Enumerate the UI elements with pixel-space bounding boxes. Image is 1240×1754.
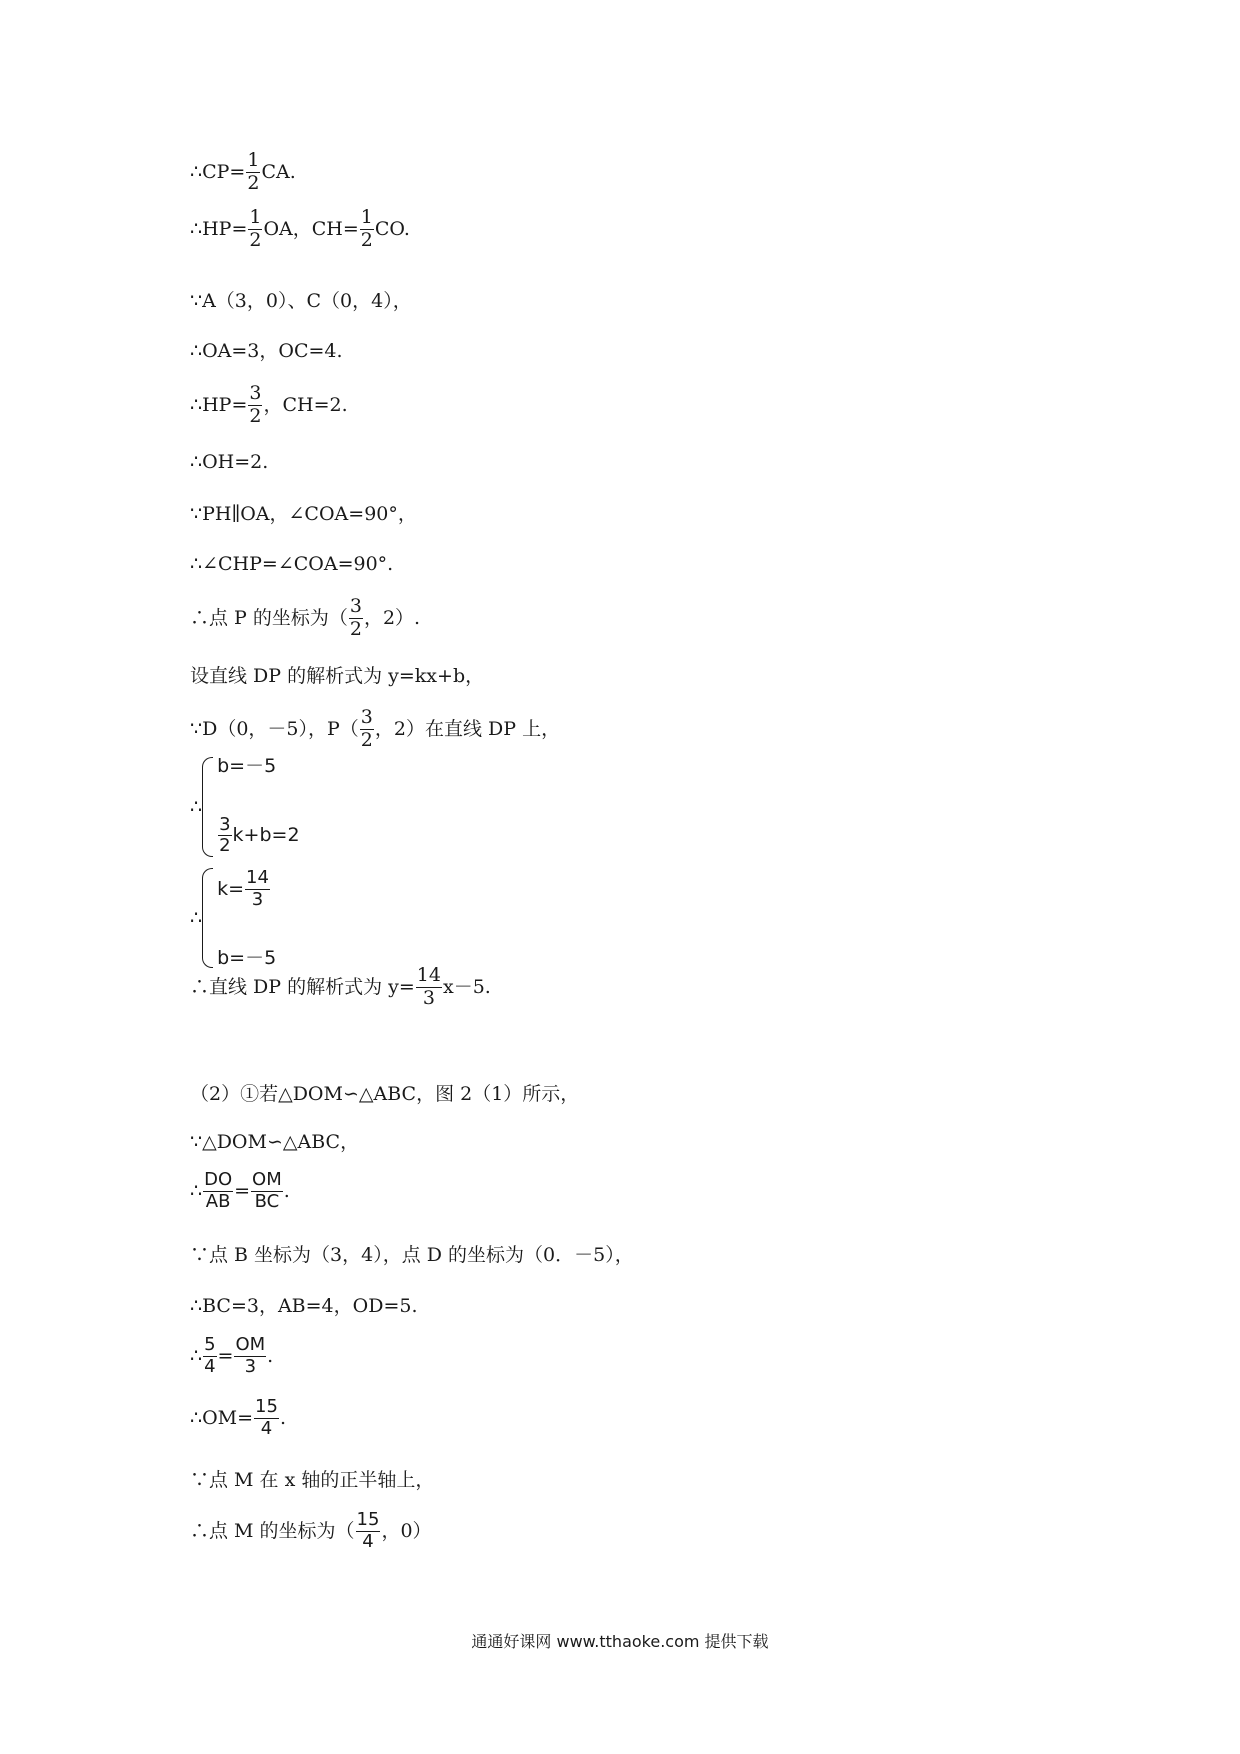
equation-system-1: ∴ b=－5 $\frac{3}{2}$ k+b=2 — [190, 755, 300, 857]
line-p-coords: ∴点 P 的坐标为（ $\frac{3}{2}$ ，2）. — [190, 595, 421, 640]
line-m-axis: ∵点 M 在 x 轴的正半轴上， — [190, 1469, 435, 1491]
line-angle: ∴∠CHP=∠COA=90°. — [190, 553, 394, 575]
line-d-p-on-dp: ∵D（0，－5），P（ $\frac{3}{2}$ ，2）在直线 DP 上， — [190, 706, 561, 751]
line-dp-result: ∴直线 DP 的解析式为 y= $\frac{14}{3}$ x－5. — [190, 964, 491, 1009]
page-footer: 通通好课网 www.tthaoke.com 提供下载 — [471, 1632, 769, 1651]
fraction: $\frac{1}{2}$ — [249, 206, 262, 251]
line-ratio: ∴ $\frac{DO}{AB}$ = $\frac{OM}{BC}$ . — [190, 1169, 290, 1212]
line-oa-oc: ∴OA=3，OC=4. — [190, 340, 343, 362]
equation-system-2: ∴ k= $\frac{14}{3}$ b=－5 — [190, 867, 277, 969]
fraction: $\frac{3}{2}$ — [360, 706, 373, 751]
brace-icon — [202, 757, 213, 857]
fraction: $\frac{3}{2}$ — [249, 382, 262, 427]
line-part2-case1: （2）①若△DOM∽△ABC，图 2（1）所示， — [190, 1083, 580, 1105]
fraction: $\frac{5}{4}$ — [204, 1334, 216, 1377]
fraction: $\frac{14}{3}$ — [416, 964, 441, 1009]
fraction: $\frac{DO}{AB}$ — [204, 1169, 233, 1212]
fraction: $\frac{1}{2}$ — [247, 149, 260, 194]
line-lengths: ∴BC=3，AB=4，OD=5. — [190, 1295, 418, 1317]
fraction: $\frac{15}{4}$ — [255, 1396, 278, 1439]
line-m-coords: ∴点 M 的坐标为（ $\frac{15}{4}$ ，0） — [190, 1509, 432, 1552]
fraction: $\frac{15}{4}$ — [356, 1509, 380, 1552]
fraction: $\frac{14}{3}$ — [246, 867, 269, 910]
line-set-dp: 设直线 DP 的解析式为 y=kx+b， — [190, 665, 485, 687]
line-om: ∴OM= $\frac{15}{4}$ . — [190, 1396, 286, 1439]
fraction: $\frac{3}{2}$ — [349, 595, 362, 640]
brace-icon — [202, 868, 213, 968]
line-hp-value: ∴HP= $\frac{3}{2}$ ，CH=2. — [190, 382, 348, 427]
fraction: $\frac{OM}{BC}$ — [252, 1169, 282, 1212]
fraction: $\frac{1}{2}$ — [360, 206, 373, 251]
line-parallel: ∵PH∥OA，∠COA=90°， — [190, 503, 417, 525]
line-ratio-values: ∴ $\frac{5}{4}$ = $\frac{OM}{3}$ . — [190, 1334, 274, 1377]
line-cp: ∴CP= $\frac{1}{2}$ CA. — [190, 149, 296, 194]
line-similar: ∵△DOM∽△ABC， — [190, 1131, 360, 1153]
fraction: $\frac{OM}{3}$ — [235, 1334, 266, 1377]
line-ac-coords: ∵A（3，0）、C（0，4）， — [190, 290, 412, 312]
line-oh: ∴OH=2. — [190, 451, 269, 473]
line-hp-ch: ∴HP= $\frac{1}{2}$ OA，CH= $\frac{1}{2}$ CO. — [190, 206, 410, 251]
fraction: $\frac{3}{2}$ — [219, 813, 231, 857]
line-bd-coords: ∵点 B 坐标为（3，4），点 D 的坐标为（0．－5）， — [190, 1244, 634, 1266]
